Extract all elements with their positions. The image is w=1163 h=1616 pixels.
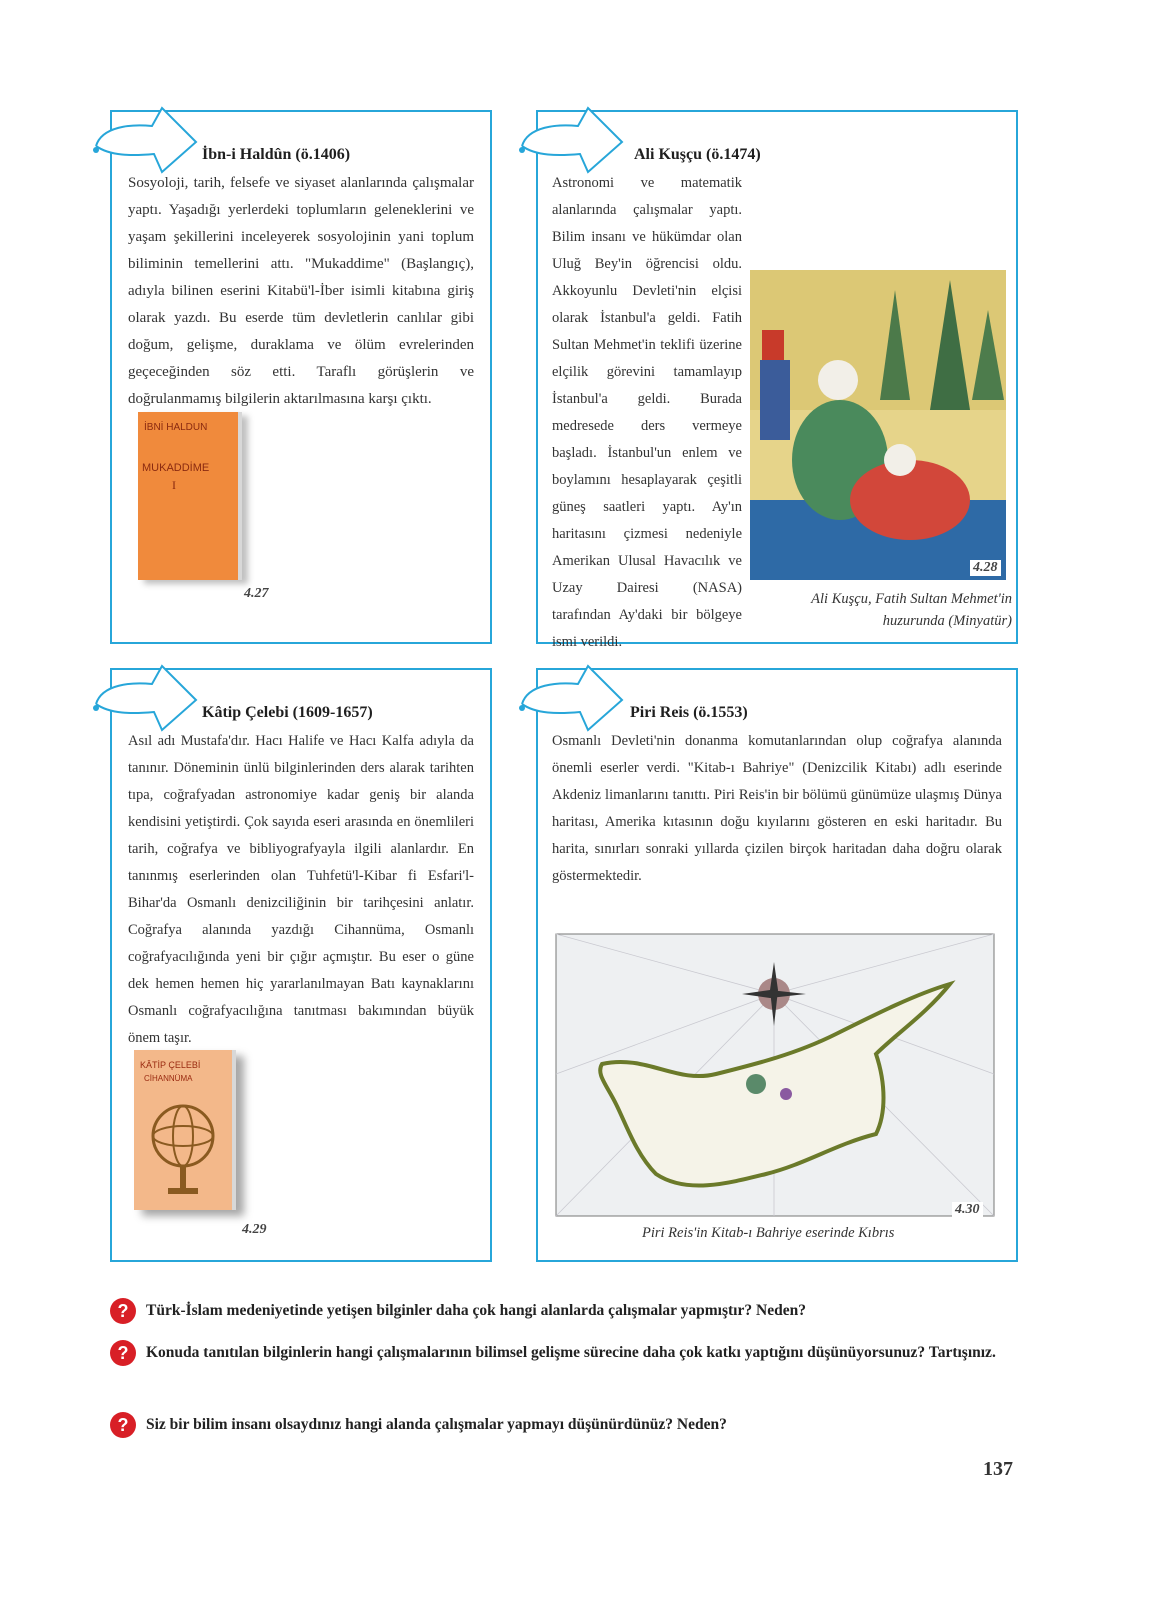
- question-icon: ?: [110, 1412, 136, 1438]
- card-katip-celebi: [110, 668, 492, 1262]
- figure-number: 4.29: [242, 1222, 267, 1237]
- scholar-body: Osmanlı Devleti'nin donanma komutanlarından olup coğrafya alanında önemli eserler verdi. "Kitab-ı Bahriye" (Denizcilik Kitabı) adlı eserinde Akdeniz limanlarını tanıttı. Piri Reis'in bir bölümü günümüze ulaşmış Dünya haritası, Amerika kıtasının doğu kıyılarını gösteren en eski haritadır. Bu harita, sınırları sonraki yıllarda çizilen birçok haritadan daha doğru olarak göstermektedir.: [552, 733, 1002, 884]
- map-image: [556, 934, 994, 1216]
- scholar-body: Asıl adı Mustafa'dır. Hacı Halife ve Hacı Kalfa adıyla da tanınır. Döneminin ünlü bilginlerinden ders alarak tarihten tıpa, coğrafyadan astronomiye kadar geniş bir alanda kendisini yetiştirdi. Çok sayıda eseri arasında en önemlileri tarih, coğrafya ve bibliyografyayla ilgili alanlardır. En tanınmış eserlerinden olan Tuhfetü'l-Kibar fi Esfari'l-Bihar'da Osmanlı denizciliğinin bir tarihçesini anlatır. Coğrafya alanında yazdığı Cihannüma, Osmanlı coğrafyacılığında yeni bir çığır açmıştır. Bu eser o güne dek hemen hemen hiç yararlanılmayan Batı kaynaklarını Osmanlı coğrafyacılığına tanıtması bakımından büyük önem taşır.: [128, 733, 474, 1046]
- question-text: Türk-İslam medeniyetinde yetişen bilginler daha çok hangi alanlarda çalışmalar yapmıştır? Neden?: [146, 1302, 806, 1319]
- miniature-image: [750, 270, 1006, 580]
- card-piri-reis: [536, 668, 1018, 1262]
- card-ali-kuscu: [536, 110, 1018, 650]
- scholar-title: Piri Reis (ö.1553): [630, 704, 748, 721]
- question-icon: ?: [110, 1298, 136, 1324]
- figure-caption: Ali Kuşçu, Fatih Sultan Mehmet'in huzurunda (Minyatür): [811, 591, 1012, 629]
- figure-number: 4.30: [952, 1202, 983, 1218]
- question-1: [112, 1296, 1032, 1326]
- scholar-body: Astronomi ve matematik alanlarında çalışmalar yaptı. Bilim insanı ve hükümdar olan Uluğ Bey'in öğrencisi oldu. Akkoyunlu Devleti'nin elçisi olarak İstanbul'a geldi. Fatih Sultan Mehmet'in teklifi üzerine elçilik görevini tamamlayıp İstanbul'a geldi. Burada medresede ders vermeye başladı. İstanbul'un enlem ve boylamını hesaplayarak çeşitli güneş saatleri yaptı. Ay'ın haritasını çizmesi nedeniyle Amerikan Ulusal Havacılık ve Uzay Dairesi (NASA) tarafından Ay'daki bir bölgeye ismi verildi.: [552, 175, 742, 650]
- page-number: 137: [983, 1458, 1013, 1480]
- scholar-title: Ali Kuşçu (ö.1474): [634, 146, 761, 163]
- scholar-title: İbn-i Haldûn (ö.1406): [202, 146, 351, 163]
- book-author: KÂTİP ÇELEBİ: [140, 1060, 201, 1070]
- scholar-body: Sosyoloji, tarih, felsefe ve siyaset alanlarında çalışmalar yaptı. Yaşadığı yerlerdeki toplumların geleneklerini ve yaşam şekillerini inceleyerek sosyolojinin yani toplum biliminin temellerini attı. "Mukaddime" (Başlangıç), adıyla bilinen eserini Kitabü'l-İber isimli kitabına giriş olarak yazdı. Bu eserde tüm devletlerin canlılar gibi doğum, gelişme, duraklama ve ölüm evrelerinden geçeceğinden söz etti. Taraflı görüşlerin ve doğrulanmamış bilgilerin aktarılmasına karşı çıktı.: [128, 175, 474, 407]
- book-author: İBNİ HALDUN: [144, 422, 208, 433]
- question-icon: ?: [110, 1340, 136, 1366]
- book-title: CİHANNÜMA: [144, 1074, 193, 1083]
- question-text: Siz bir bilim insanı olsaydınız hangi alanda çalışmalar yapmayı düşünürdünüz? Neden?: [146, 1416, 727, 1433]
- book-volume: I: [172, 478, 176, 492]
- book-mukaddime: [138, 412, 242, 580]
- question-3: [112, 1410, 1032, 1440]
- figure-caption: Piri Reis'in Kitab-ı Bahriye eserinde Kıbrıs: [642, 1225, 895, 1241]
- question-text: Konuda tanıtılan bilginlerin hangi çalışmalarının bilimsel gelişme sürecine daha çok katkı yaptığını düşünüyorsunuz? Tartışınız.: [146, 1344, 996, 1361]
- book-title: MUKADDİME: [142, 462, 210, 474]
- card-ibn-haldun: [110, 110, 492, 644]
- question-2: [112, 1338, 1032, 1368]
- armillary-sphere-icon: [148, 1096, 218, 1200]
- scholar-title: Kâtip Çelebi (1609-1657): [202, 704, 373, 721]
- book-cihannuma: [134, 1050, 236, 1210]
- figure-number: 4.27: [244, 586, 269, 601]
- figure-number: 4.28: [970, 560, 1001, 576]
